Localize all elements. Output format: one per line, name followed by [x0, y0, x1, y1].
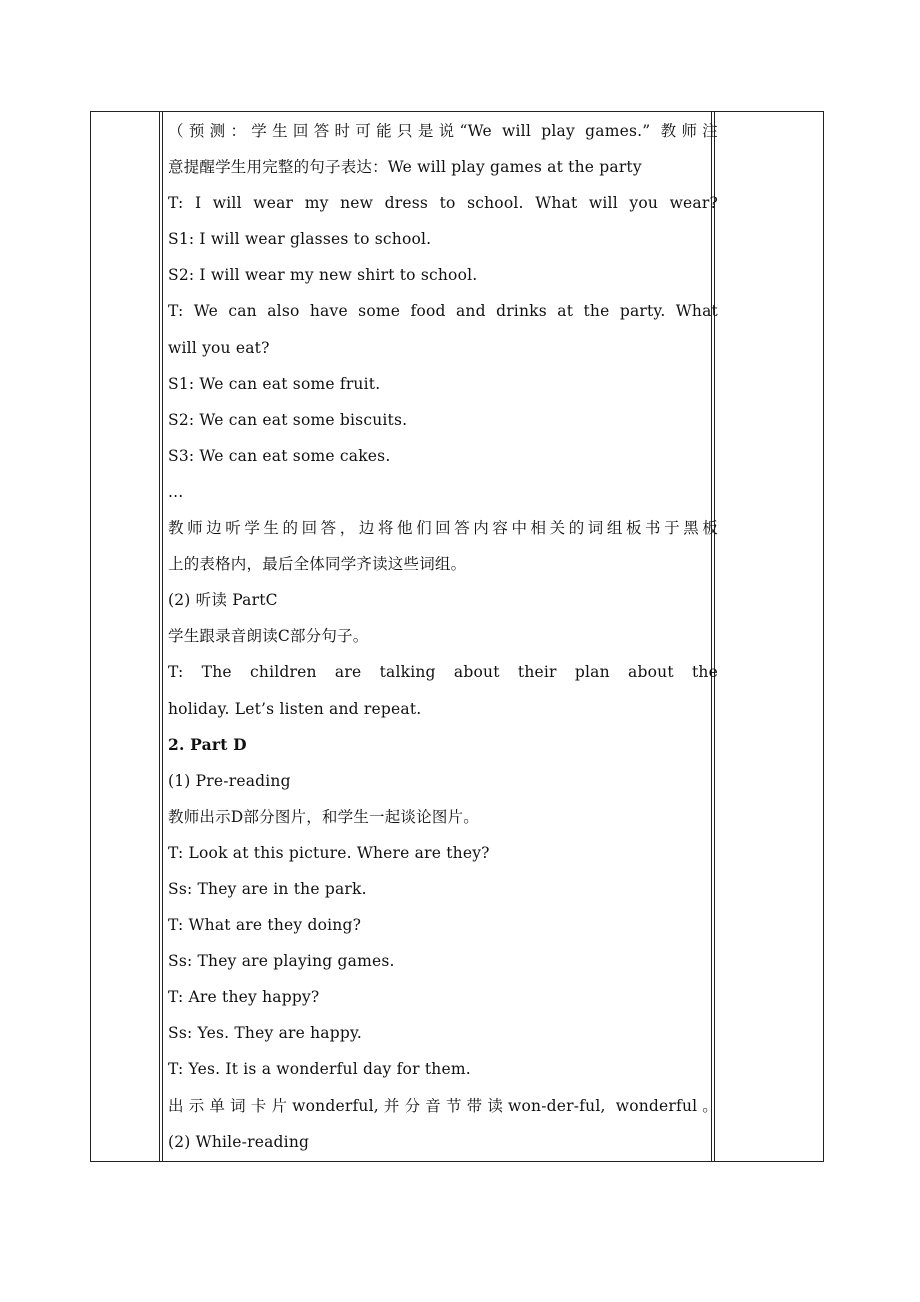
text-line: T: Look at this picture. Where are they? [168, 843, 490, 862]
text-line: 教师出示D部分图片，和学生一起谈论图片。 [168, 807, 479, 826]
text-line: Ss: They are playing games. [168, 952, 395, 971]
text-line: 学生跟录音朗读C部分句子。 [168, 627, 369, 646]
text-line: T: I will wear my new dress to school. What will you wear? [168, 194, 718, 213]
section-heading: 2. Part D [168, 734, 247, 754]
text-line: holiday. Let’s listen and repeat. [168, 699, 422, 718]
text-line: ... [168, 482, 184, 501]
text-line: (1) Pre-reading [168, 771, 291, 790]
text-line: Ss: Yes. They are happy. [168, 1024, 363, 1043]
lesson-content-cell [168, 113, 718, 1160]
text-line: S3: We can eat some cakes. [168, 446, 391, 465]
text-line: S1: I will wear glasses to school. [168, 230, 432, 249]
text-line: (2) 听读 PartC [168, 591, 278, 610]
text-line: T: What are they doing? [168, 916, 362, 935]
text-line: 出示单词卡片wonderful,并分音节带读won-der-ful, wonderful。 [168, 1096, 718, 1115]
text-line: S2: I will wear my new shirt to school. [168, 266, 478, 285]
text-line: T: Yes. It is a wonderful day for them. [168, 1060, 471, 1079]
left-column-border [159, 112, 160, 1161]
text-line: （预测：学生回答时可能只是说“We will play games.” 教师注 [168, 122, 718, 140]
text-line: T: The children are talking about their plan about the [168, 663, 718, 682]
text-line: T: Are they happy? [168, 988, 320, 1007]
text-line: 教师边听学生的回答，边将他们回答内容中相关的词组板书于黑板 [168, 519, 718, 538]
text-line: 意提醒学生用完整的句子表达：We will play games at the party [168, 158, 642, 177]
text-line: (2) While-reading [168, 1132, 310, 1151]
text-line: 上的表格内，最后全体同学齐读这些词组。 [168, 555, 467, 574]
left-column-border-inner [162, 112, 163, 1161]
text-line: Ss: They are in the park. [168, 879, 367, 898]
text-line: T: We can also have some food and drinks at the party. What [168, 302, 718, 321]
text-line: S1: We can eat some fruit. [168, 374, 381, 393]
text-line: S2: We can eat some biscuits. [168, 410, 408, 429]
text-line: will you eat? [168, 338, 270, 357]
